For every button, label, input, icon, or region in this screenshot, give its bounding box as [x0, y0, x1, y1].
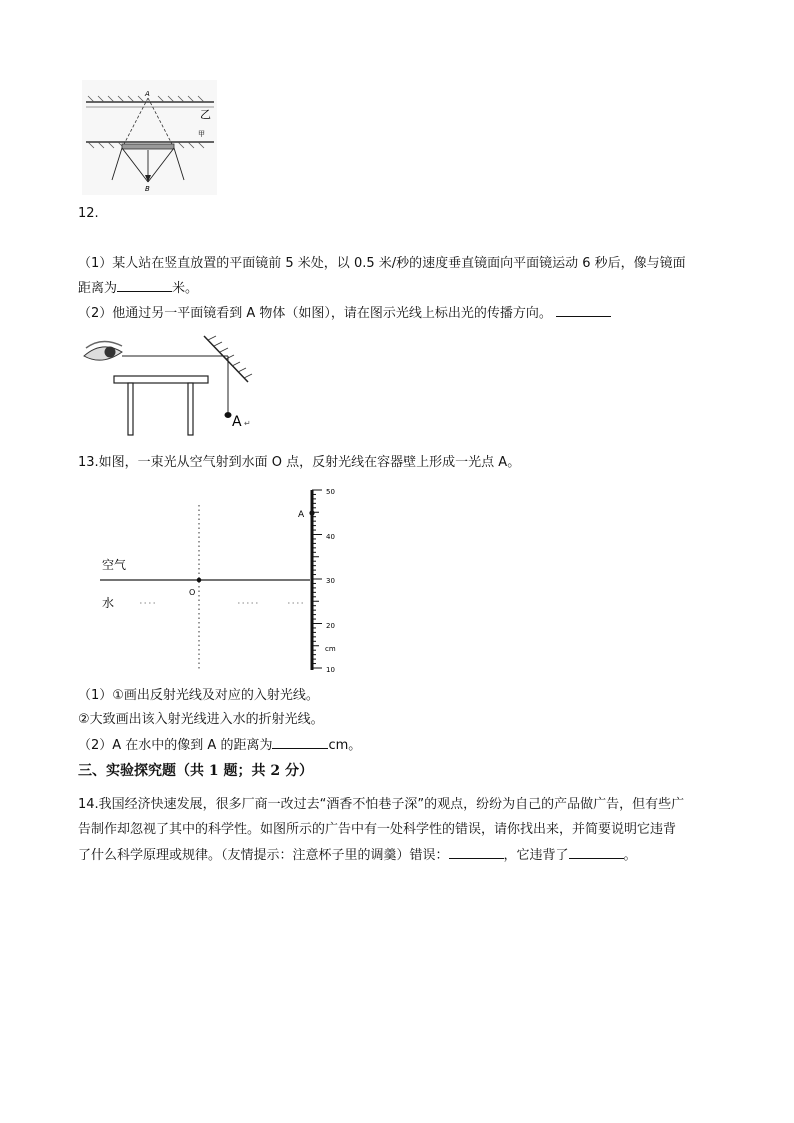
q14-line3-mid: ，它违背了	[503, 848, 569, 863]
q14-answer-blank-1[interactable]	[449, 846, 504, 859]
q12-answer-blank-2[interactable]	[556, 304, 611, 317]
q12-fig-label-a: A	[145, 90, 150, 98]
ruler-tick-label-30: 30	[326, 577, 335, 585]
q12-part1-line2	[78, 279, 198, 297]
q12-part2-text: （2）他通过另一平面镜看到 A 物体（如图），请在图示光线上标出光的传播方向。	[78, 306, 552, 321]
q13-label-air: 空气	[102, 558, 127, 572]
q12-eye-table-figure	[80, 334, 260, 440]
q13-part2-line	[78, 736, 361, 754]
q12-part2-line	[78, 304, 611, 322]
q14-answer-blank-2[interactable]	[569, 846, 624, 859]
section3-heading: 三、实验探究题（共 1 题；共 2 分）	[78, 763, 313, 779]
q12-answer-blank-1[interactable]	[117, 279, 172, 292]
q13-sub2: ②大致画出该入射光线进入水的折射光线。	[78, 712, 324, 727]
q12-fig-label-jia: 甲	[198, 130, 205, 138]
q13-label-o: O	[189, 588, 196, 597]
q12-fig-label-b: B	[145, 185, 150, 193]
q12-part1-suffix: 米。	[172, 281, 199, 296]
q13-label-water: 水	[102, 596, 115, 610]
q12-part1-prefix: 距离为	[78, 281, 118, 296]
q14-line3-suffix: 。	[623, 848, 637, 863]
q12-mirror-figure	[82, 80, 217, 195]
q13-part2-prefix: （2）A 在水中的像到 A 的距离为	[78, 738, 273, 753]
q13-label-a: A	[298, 510, 305, 520]
q13-sub1: （1）①画出反射光线及对应的入射光线。	[78, 688, 319, 703]
ruler-tick-label-50: 50	[326, 488, 335, 496]
q14-line1: 14.我国经济快速发展，很多厂商一改过去“酒香不怕巷子深”的观点，纷纷为自己的产品做广告，但有些广	[78, 797, 685, 812]
q14-line2: 告制作却忽视了其中的科学性。如图所示的广告中有一处科学性的错误，请你找出来，并简要说明它违背	[78, 822, 677, 837]
q13-text: 13.如图，一束光从空气射到水面 O 点，反射光线在容器壁上形成一光点 A。	[78, 455, 521, 470]
q13-answer-blank[interactable]	[272, 736, 328, 749]
q13-label-cm: cm	[325, 645, 336, 653]
q12-fig-label-yi: 乙	[200, 108, 211, 121]
q12-number: 12.	[78, 206, 99, 221]
ruler-tick-label-20: 20	[326, 622, 335, 630]
q12-fig2-label-a: A	[232, 414, 242, 430]
q14-line3	[78, 846, 637, 864]
ruler-tick-label-40: 40	[326, 533, 335, 541]
q12-part1-line1: （1）某人站在竖直放置的平面镜前 5 米处，以 0.5 米/秒的速度垂直镜面向平面镜运动 6 秒后，像与镜面	[78, 256, 686, 271]
ruler-tick-label-10: 10	[326, 666, 335, 674]
q14-line3-prefix: 了什么科学原理或规律。（友情提示：注意杯子里的调羹）错误：	[78, 848, 449, 863]
q13-part2-suffix: cm。	[328, 738, 362, 753]
q13-reflection-figure	[98, 485, 348, 675]
svg-text:↵: ↵	[244, 419, 251, 428]
